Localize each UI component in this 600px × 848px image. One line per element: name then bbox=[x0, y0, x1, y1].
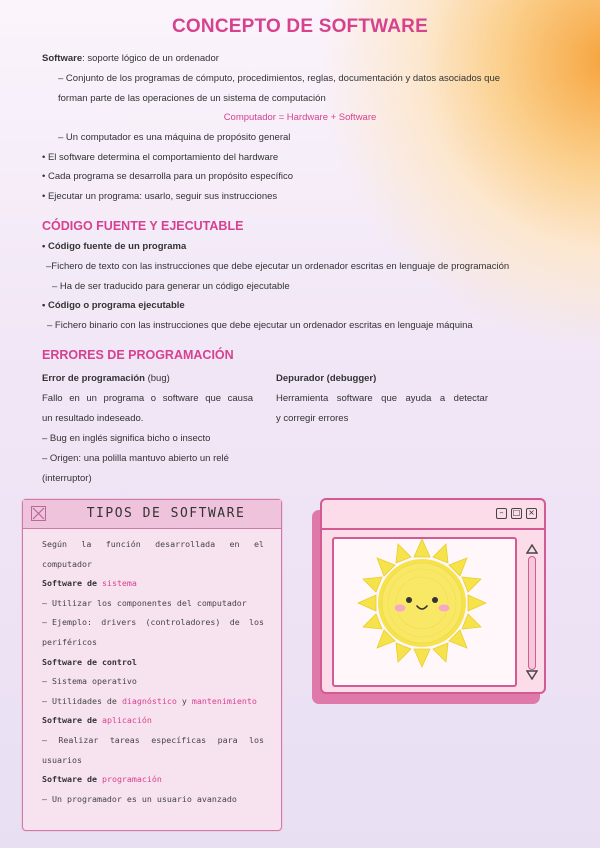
control-software-utilities: – Utilidades de diagnóstico y mantenimiento bbox=[42, 695, 257, 706]
scrollbar[interactable] bbox=[528, 556, 536, 670]
system-software-example: – Ejemplo: drivers (controladores) de los bbox=[42, 617, 264, 628]
debugger-line-justified: Herramienta software que ayuda a detectar bbox=[276, 393, 488, 404]
definition-line: – Conjunto de los programas de cómputo, procedimientos, reglas, documentación y datos asociados que bbox=[58, 73, 501, 84]
window-content bbox=[332, 537, 517, 687]
types-content bbox=[42, 535, 264, 809]
error-heading-extra: (bug) bbox=[144, 373, 170, 384]
minimize-icon[interactable]: – bbox=[496, 508, 507, 519]
software-definition-text: : soporte lógico de un ordenador bbox=[82, 53, 219, 64]
definition-line: forman parte de las operaciones de un sistema de computación bbox=[58, 93, 326, 104]
maximize-icon[interactable]: □ bbox=[512, 508, 521, 517]
software-types-card bbox=[22, 499, 282, 831]
debugger-line: y corregir errores bbox=[276, 413, 349, 424]
section-title-errors: ERRORES DE PROGRAMACIÓN bbox=[42, 348, 234, 362]
scroll-up-icon[interactable] bbox=[526, 544, 538, 554]
error-column bbox=[42, 369, 253, 489]
definition-line: – Un computador es una máquina de propósito general bbox=[58, 132, 291, 143]
application-software-item-end: usuarios bbox=[42, 754, 82, 765]
error-line: – Origen: una polilla mantuvo abierto un relé bbox=[42, 453, 229, 464]
executable-line: – Fichero binario con las instrucciones que debe ejecutar un ordenador escritas en lenguaje máquina bbox=[47, 320, 473, 331]
card-title: TIPOS DE SOFTWARE bbox=[86, 506, 246, 521]
bullet-item: • Cada programa se desarrolla para un propósito específico bbox=[42, 171, 293, 182]
control-software-item: – Sistema operativo bbox=[42, 676, 137, 687]
error-heading-term: Error de programación bbox=[42, 373, 145, 384]
error-heading bbox=[42, 369, 253, 389]
programming-software-heading: Software de programación bbox=[42, 774, 162, 785]
application-software-item: – Realizar tareas específicas para los bbox=[42, 734, 264, 745]
bullet-item: • El software determina el comportamiento del hardware bbox=[42, 152, 279, 163]
source-code-line: – Ha de ser traducido para generar un código ejecutable bbox=[52, 281, 290, 292]
types-intro: Según la función desarrollada en el bbox=[42, 539, 264, 549]
card-header bbox=[23, 500, 281, 529]
source-code-heading: • Código fuente de un programa bbox=[42, 241, 187, 252]
software-definition bbox=[42, 53, 219, 64]
software-term: Software bbox=[42, 53, 83, 64]
application-software-heading: Software de aplicación bbox=[42, 715, 152, 726]
debugger-heading: Depurador (debugger) bbox=[276, 373, 377, 384]
page-title: CONCEPTO DE SOFTWARE bbox=[172, 16, 428, 37]
debugger-column bbox=[276, 369, 488, 429]
executable-heading: • Código o programa ejecutable bbox=[42, 300, 185, 311]
error-line: (interruptor) bbox=[42, 473, 92, 484]
error-line: – Bug en inglés significa bicho o insecto bbox=[42, 433, 211, 444]
computer-formula: Computador = Hardware + Software bbox=[223, 112, 377, 123]
close-box-icon[interactable] bbox=[31, 506, 46, 521]
source-code-line: –Fichero de texto con las instrucciones que debe ejecutar un ordenador escritas en lenguaje de programación bbox=[46, 261, 510, 272]
control-software-heading: Software de control bbox=[42, 656, 137, 667]
window-titlebar bbox=[322, 500, 544, 530]
scroll-down-icon[interactable] bbox=[526, 670, 538, 680]
sun-icon bbox=[334, 539, 515, 685]
error-line-justified: Fallo en un programa o software que causa bbox=[42, 393, 253, 404]
bullet-item: • Ejecutar un programa: usarlo, seguir sus instrucciones bbox=[42, 191, 278, 202]
error-line: un resultado indeseado. bbox=[42, 413, 144, 424]
system-software-item: – Utilizar los componentes del computador bbox=[42, 597, 247, 608]
programming-software-item: – Un programador es un usuario avanzado bbox=[42, 793, 237, 804]
system-software-heading: Software de sistema bbox=[42, 578, 137, 589]
types-intro-end: computador bbox=[42, 558, 92, 569]
section-title-source: CÓDIGO FUENTE Y EJECUTABLE bbox=[42, 219, 244, 233]
close-icon[interactable]: × bbox=[526, 508, 537, 519]
system-software-example-end: periféricos bbox=[42, 636, 97, 647]
program-window bbox=[320, 498, 546, 694]
